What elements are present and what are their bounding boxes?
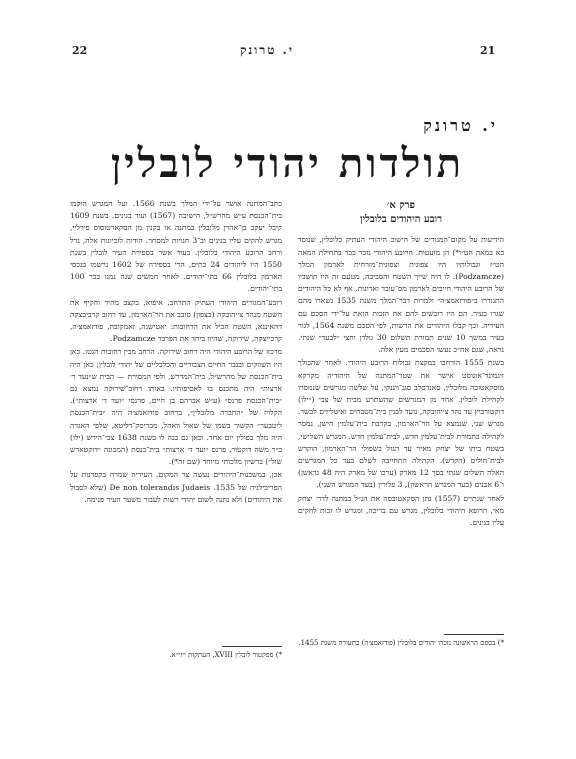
chapter-label: פרק א׳ [387, 200, 415, 211]
left-column [70, 198, 282, 507]
article-title: תולדות יהודי לובלין [110, 140, 465, 187]
paragraph: לאחר שנתיים (1557) נתן הסקאטובסה את הנ״ל במתנה לדר׳ יצחק מאי, הרופא היהודי בלובלין, מגרש עם בריכה, ומגרש לו זכות להקים עליו בנינים. [298, 493, 504, 528]
right-column [298, 200, 504, 530]
running-head: י. טרונק [239, 43, 295, 57]
footnote-divider-left [222, 646, 282, 647]
page-number-left: 22 [72, 44, 88, 57]
paragraph: כתב־המתנה אושר על־ידי המלך בשנת 1566. ועל המגרש הוקמו בית־הכנסת ע״ש מהרש״ל, הישיבה (1567) ועוד בנינים. בשנת 1609 קיבל יעקב בן־אהרן מלובלין במתנה או בקנין מן הסקארטוסוס פירליי, מגרש להקים עליו בנינים וב־3 חנויות למסחר. הודות לזכיונות אלה, גדל ורחב הרובע היהודי בלובלין. בעוד אשר בספירת העיר לובלין בשנת 1550 היו ליהודים 24 בתים, הרי בספירה של 1602 נרשמו בנכסי הארמון בלובלין 66 בתי־יהודים. לאחר חמשים שנה נמנו כבר 100 בתי־יהודים. [70, 199, 283, 294]
chapter-title: רובע היהודים בלובלין [360, 214, 442, 226]
article-author: י. טרונק [423, 116, 498, 135]
paragraph: הידיעות על מקום־המגורים של הישוב היהודי העתיק בלובלין, שנוסד בא במאה הט״ו*) הן מועטות. הרובע היהודי נזכר כבר בתחילת המאה הט״ז וגבולותיו היו צפונית וצפונית־מזרחית לארמון המלך (Podzamcze). לו היה שייך השטח והסביבה, מטעם זה היו תושביו של הרובע היהודי חייבים לארמון מס־עובד ואדונות. אף לא כל היהודים התגוררו ב״פודזאמצ׳ה״ ולמרות דבר־המלך משנת 1535 נשארו מהם שגרו בעיר. הם היו רוכשים להם את הזכות הזאת על־ידי הסכם עם העיריה. וכך קבלו היהודים את הרשות, לפי הסכם משנת 1564, לגור בעיר במשך 10 שנים תמורת תשלום 30 גולדן וחצי ״לבעד״ שנתי. נראה, שגם אח״כ נעשו הסכמים מעין אלה. [298, 235, 505, 355]
paragraph: רובע־המגורים היהודי העתיק התרחב, איפוא, בקצב מהיר והקיף את השטח מנהר צ׳יהובקה (בצפון) סובב את הר־הארמון, עד רחוב קרביבצקה דהאיננא, השטח הכיל את הרחובות: יאטישנה, זאמקובה, פודזאמצ׳ה, קרבייצקה, שירוקה, שהיוו ביחד את הפרבר Podzamcze. [70, 297, 282, 344]
paragraph: אכן, במשכנות־היהודים נעשה צר המקום. העיריה שמרה בקפדנות על הפריבילגיה של 1535. De non tolerandis Judaeis (שלא לסבול את היהודים) ולא נתנה לשום יהודי רשות לעבור משער העיר פנימה. [70, 470, 282, 504]
paragraph: מרכזו של הרובע היהודי היה רחוב שירוקה. הרחב מבין רחובות הגטו. כאן היו השווקים ובנבר החיים הצבוריים והכלכליים של יהודי לובלין; כאן היה בית־הכנסת של מהרש״ל, בית־המדרש, ולפי המסורת — הבית ש״נעד ד׳ ארצות״ היה מתכנס בו לאסיפותיו. באותו רחוב־שירוקה נמצא גם ״בית־הכנסת פרנס״ (ע״ש אברהם בן חיים, פרנסי ״ועד ד׳ ארצות״). הקלויז של ״החברה מלובלין״, ברחוב פודזאמצ׳ה היה ״בית־הכנסת ליטבער״ הקשור בשמו של שאול וואהל, מבריסק־דליטא, שלפי האגדה היה מלך בפולין יום אחד. וכאן גם בנה לו בשנת 1638 צבי־הירש (ילו) ב״ר משה דוקטור, פרנס ״ועד ד׳ ארצות״ בית־כנסת (המכונה ״דוקטארש שול״) ברשיון מלכותי מיוחד (שם זה*). [70, 347, 282, 467]
paragraph: בשנת 1555 הורחבו במקצת גבולות הרובע היהודי. לאחר שהכולך זיגמונד־אוגוסט אישר את שטר־המתנה של היהודיה מקרקא מוסקאטובה מלובלין, סאנדסלב סגנ־ויננקי, על שלשה מגרשים שנמסרו לקהילת לובלין. אחד מן המגרשים שהשתרע מבית של צבי (״ילו) דוקטורביץ עד נהר צ׳יהובקה, נועד לבנין בית־מטבחים ואיטליזים לבשר. מגרש שני, שנמצא על הר־הארמון, בקרבת בית־עלמין הישן, נמסר לקהילה בתמורת לבית־עלמין חדש, לבית־עלמין חדש. המגרש השלישי, בשטח ביתו של יצחק מאיר עד הגזל בשפולי הר־הארמון, הוקדש לבית־חולים (הקדש). הקהילה התחייבה לשלם בעד כל המגרשים האלה תשלום שנתי בסך 12 מארק (ערכו של מארק היה 48 גראשן) ו־6 אבנים (בעד המגרש הראשון), 3 פלורין (בעד המגרש השני). [298, 358, 504, 490]
footnote-divider-right [444, 634, 504, 635]
footnote-right: *) בספם הראשונה נזכרו יהודים בלובלין (פודזאמצ׳ה) בתעודה משנת 1455. [298, 639, 504, 647]
page-number-right: 21 [480, 44, 496, 57]
footnote-left: *) ספקטור לובלין XVIII, העתקות ייזי״א. [169, 651, 282, 659]
